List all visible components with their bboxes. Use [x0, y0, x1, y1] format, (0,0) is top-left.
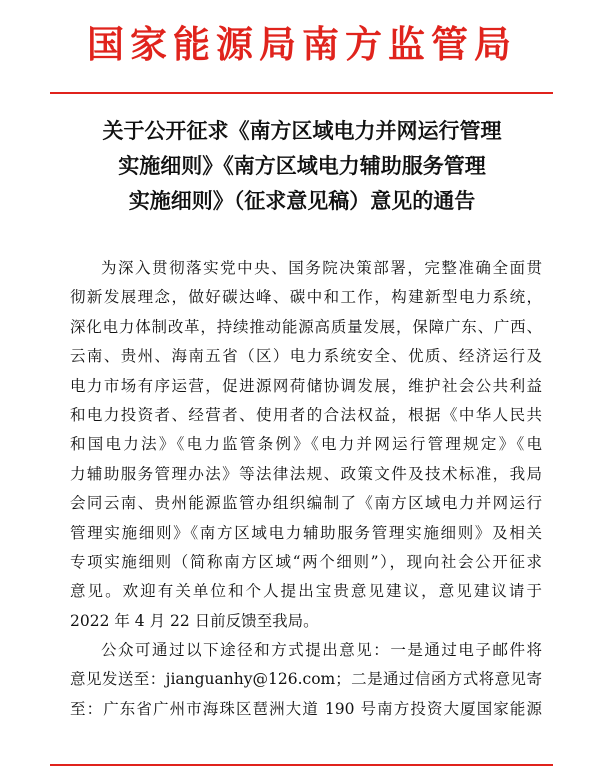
- notice-title: [60, 113, 544, 218]
- body-line: 和国电力法》《电力监管条例》《电力并网运行管理规定》《电: [70, 435, 542, 454]
- body-line: 意见。欢迎有关单位和个人提出宝贵意见建议，意见建议请于: [70, 582, 542, 601]
- body-line: 和电力投资者、经营者、使用者的合法权益，根据《中华人民共: [70, 405, 542, 424]
- body-line: 公众可通过以下途径和方式提出意见：一是通过电子邮件将: [101, 641, 542, 660]
- body-line: 意见发送至：jianguanhy@126.com；二是通过信函方式将意见寄: [70, 670, 542, 689]
- notice-title-line: 实施细则》《南方区域电力辅助服务管理: [118, 153, 486, 178]
- header-red-rule: [50, 92, 553, 94]
- body-line: 彻新发展理念，做好碳达峰、碳中和工作，构建新型电力系统，: [70, 288, 542, 307]
- footer-red-rule: [50, 764, 553, 766]
- body-line: 力辅助服务管理办法》等法律法规、政策文件及技术标准，我局: [70, 464, 542, 483]
- notice-title-line: 关于公开征求《南方区域电力并网运行管理: [102, 118, 502, 143]
- notice-body: [70, 254, 542, 724]
- body-line: 为深入贯彻落实党中央、国务院决策部署，完整准确全面贯: [101, 259, 542, 277]
- body-line: 2022 年 4 月 22 日前反馈至我局。: [70, 611, 319, 630]
- body-line: 云南、贵州、海南五省（区）电力系统安全、优质、经济运行及: [70, 347, 542, 366]
- body-line: 至：广东省广州市海珠区琶洲大道 190 号南方投资大厦国家能源: [70, 699, 542, 718]
- agency-header: 国家能源局南方监管局: [87, 22, 517, 66]
- body-line: 管理实施细则》《南方区域电力辅助服务管理实施细则》及相关: [70, 523, 542, 542]
- body-line: 电力市场有序运营，促进源网荷储协调发展，维护社会公共利益: [70, 376, 542, 395]
- notice-title-line: 实施细则》（征求意见稿）意见的通告: [128, 188, 476, 213]
- body-line: 深化电力体制改革，持续推动能源高质量发展，保障广东、广西、: [70, 317, 542, 336]
- body-line: 专项实施细则（简称南方区域“两个细则”），现向社会公开征求: [70, 552, 542, 571]
- body-line: 会同云南、贵州能源监管办组织编制了《南方区域电力并网运行: [70, 494, 542, 513]
